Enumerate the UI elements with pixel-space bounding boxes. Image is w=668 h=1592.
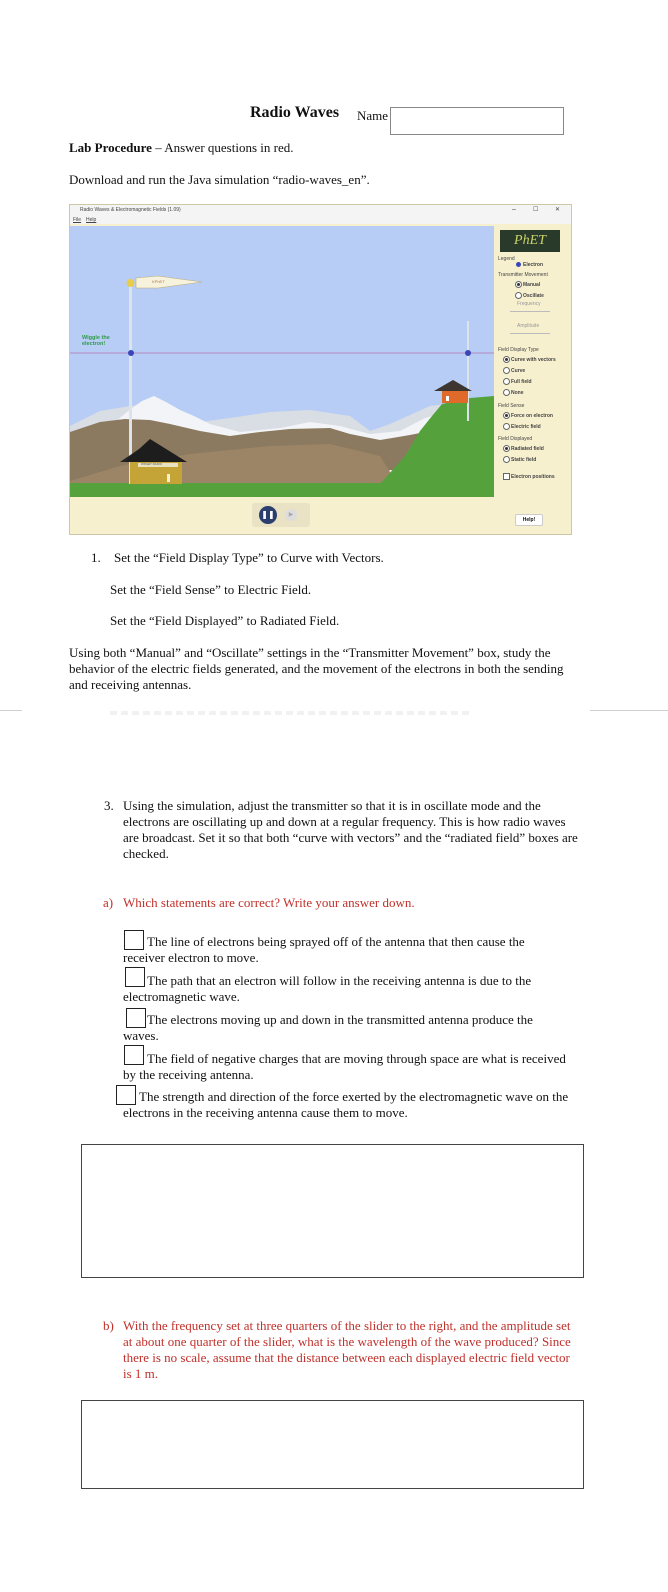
step3-text: Using the simulation, adjust the transmitter so that it is in oscillate mode and the electrons are oscillating up and down at a regular frequency. This is how radio waves are broadcast. Set it so that both “curve with vectors” and the “radiated field” boxes are checked. <box>123 798 578 861</box>
sim-force-electron-label: Force on electron <box>511 413 553 419</box>
sim-transmitter-label: Transmitter Movement <box>498 272 548 278</box>
sim-radio-manual[interactable] <box>515 281 522 288</box>
question-b-label: b) <box>103 1318 114 1333</box>
sim-field-sense-label: Field Sense <box>498 403 525 409</box>
option-4-text: The field of negative charges that are moving through space are what is received by the receiving antenna. <box>123 1051 566 1082</box>
question-b-text: With the frequency set at three quarters of the slider to the right, and the amplitude set at about one quarter of the slider, what is the wavelength of the wave produced? Since there is no scale, assume that the distance between each displayed electric field vector is 1 m. <box>123 1318 571 1381</box>
option-3-text: The electrons moving up and down in the transmitted antenna produce the waves. <box>123 1012 533 1043</box>
sim-static-label: Static field <box>511 457 537 463</box>
page-title: Radio Waves <box>250 104 340 121</box>
sim-field-display-label: Field Display Type <box>498 347 539 353</box>
sim-radio-none[interactable] <box>503 389 510 396</box>
sim-wiggle-label: Wiggle the electron! <box>82 335 110 347</box>
sim-legend-label: Legend <box>498 256 515 262</box>
sim-window-title: Radio Waves & Electromagnetic Fields (1.09) <box>80 207 181 213</box>
sim-step-button[interactable] <box>285 509 297 521</box>
sim-legend-electron: Electron <box>523 262 544 268</box>
download-instruction: Download and run the Java simulation “radio-waves_en”. <box>69 172 370 187</box>
sim-manual-label: Manual <box>523 282 541 288</box>
sim-amplitude-label: Amplitude <box>517 323 540 329</box>
sim-radiated-label: Radiated field <box>511 446 544 452</box>
page-break-left <box>0 710 22 711</box>
sim-menubar <box>70 215 571 224</box>
step1-line1: Set the “Field Display Type” to Curve with Vectors. <box>114 550 384 565</box>
answer-b-box[interactable] <box>81 1400 584 1489</box>
sim-flag-text: KPhET <box>152 279 165 284</box>
sim-electric-field-label: Electric field <box>511 424 541 430</box>
simulation-screenshot <box>69 204 572 535</box>
step-icon: ▶ <box>288 512 294 518</box>
sim-curve-label: Curve <box>511 368 526 374</box>
sim-building-sign: WPHET RADIO <box>141 462 163 466</box>
sim-radio-full-field[interactable] <box>503 378 510 385</box>
step1-number: 1. <box>91 550 101 565</box>
page-break-gap <box>110 711 470 715</box>
sim-scene <box>70 226 494 497</box>
sim-frequency-slider[interactable] <box>510 311 550 312</box>
sim-electron-legend-icon <box>516 262 521 267</box>
sim-close-button[interactable]: ✕ <box>555 207 561 213</box>
page-break-right <box>590 710 668 711</box>
question-a-label: a) <box>103 895 114 910</box>
sim-radio-electric-field[interactable] <box>503 423 510 430</box>
sim-radio-radiated[interactable] <box>503 445 510 452</box>
name-label: Name <box>357 108 389 123</box>
sim-amplitude-slider[interactable] <box>510 333 550 334</box>
question-a-text: Which statements are correct? Write your answer down. <box>123 895 415 910</box>
sim-electron-positions-checkbox[interactable] <box>503 473 510 480</box>
option-2-text: The path that an electron will follow in the receiving antenna is due to the electromagnetic wave. <box>123 973 532 1004</box>
sim-none-label: None <box>511 390 524 396</box>
step1-line3: Set the “Field Displayed” to Radiated Field. <box>110 613 340 628</box>
sim-oscillate-label: Oscillate <box>523 293 544 299</box>
lab-procedure-instruction: – Answer questions in red. <box>151 140 294 155</box>
sim-pause-button[interactable] <box>259 506 277 524</box>
sim-radio-force-electron[interactable] <box>503 412 510 419</box>
sim-radio-static[interactable] <box>503 456 510 463</box>
sim-help-label: Help! <box>522 517 536 523</box>
option-1-text: The line of electrons being sprayed off of the antenna that then cause the receiver electron to move. <box>123 934 525 965</box>
sim-menu-file[interactable]: File <box>73 217 82 223</box>
sim-menu-help[interactable]: Help <box>86 217 97 223</box>
name-input-box[interactable] <box>390 107 564 135</box>
pause-icon: ❚❚ <box>261 510 275 519</box>
using-paragraph: Using both “Manual” and “Oscillate” settings in the “Transmitter Movement” box, study the behavior of the electric fields generated, and the movement of the electrons in both the sending and receiving antennas. <box>69 645 564 692</box>
answer-a-box[interactable] <box>81 1144 584 1278</box>
sim-full-field-label: Full field <box>511 379 532 385</box>
option-5-text: The strength and direction of the force exerted by the electromagnetic wave on the electrons in the receiving antenna cause them to move. <box>123 1089 569 1120</box>
sim-help-button[interactable] <box>515 514 543 526</box>
sim-phet-logo <box>500 230 560 252</box>
sim-minimize-button[interactable]: – <box>512 206 516 213</box>
lab-procedure-heading: Lab Procedure <box>69 140 152 155</box>
sim-electron-positions-label: Electron positions <box>511 474 555 480</box>
sim-maximize-button[interactable]: ☐ <box>533 207 539 213</box>
step3-number: 3. <box>104 798 114 813</box>
sim-frequency-label: Frequency <box>517 301 541 307</box>
sim-radio-oscillate[interactable] <box>515 292 522 299</box>
sim-curve-vectors-label: Curve with vectors <box>511 357 556 363</box>
step1-line2: Set the “Field Sense” to Electric Field. <box>110 582 312 597</box>
sim-field-displayed-label: Field Displayed <box>498 436 533 442</box>
sim-phet-logo-text: PhET <box>514 233 546 248</box>
lab-procedure-line <box>69 140 293 156</box>
sim-radio-curve-vectors[interactable] <box>503 356 510 363</box>
sim-radio-curve[interactable] <box>503 367 510 374</box>
